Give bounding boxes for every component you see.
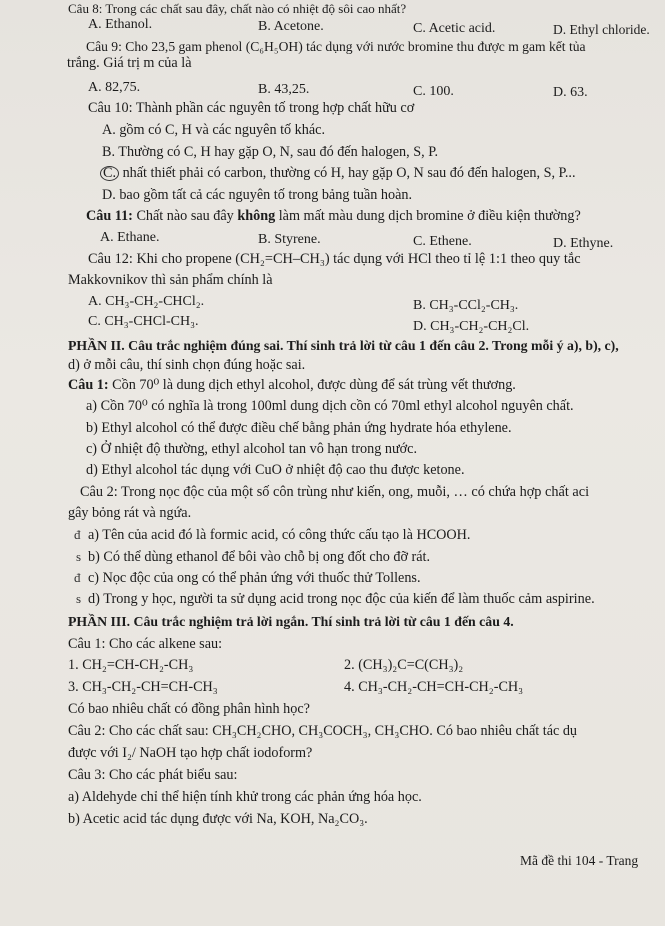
q12-line1: Câu 12: Khi cho propene (CH₂=CH–CH₃) tác dụng với HCl theo tỉ lệ 1:1 theo quy tắc (88, 251, 581, 267)
handwritten-mark-a: đ (74, 527, 81, 542)
q8-option-a: A. Ethanol. (88, 17, 153, 32)
q8-option-c: C. Acetic acid. (413, 21, 496, 36)
part2-q1-statement-c: c) Ở nhiệt độ thường, ethyl alcohol tan vô hạn trong nước. (86, 441, 418, 457)
q10-option-d: D. bao gồm tất cả các nguyên tố trong bảng tuần hoàn. (102, 187, 413, 203)
q11-option-c: C. Ethene. (413, 234, 472, 249)
q11-bold: không (237, 208, 276, 224)
q9-option-c: C. 100. (413, 84, 454, 99)
q8-option-b: B. Acetone. (258, 19, 324, 34)
part2-q2-statement-a: a) Tên của acid đó là formic acid, có công thức cấu tạo là HCOOH. (88, 527, 471, 543)
part2-q2-statement-c: c) Nọc độc của ong có thể phản ứng với thuốc thử Tollens. (88, 570, 421, 586)
part2-q2-line2: gây bỏng rát và ngứa. (68, 505, 192, 521)
part3-q1-item-4: 4. CH₃-CH₂-CH=CH-CH₂-CH₃ (344, 679, 524, 695)
q12-option-a: A. CH₃-CH₂-CHCl₂. (88, 294, 205, 309)
part3-q1-item-3: 3. CH₃-CH₂-CH=CH-CH₃ (68, 679, 218, 695)
q9-line2: trắng. Giá trị m của là (67, 55, 192, 71)
q9-option-d: D. 63. (553, 85, 588, 100)
q11-option-b: B. Styrene. (258, 232, 321, 247)
part2-q1-statement-d: d) Ethyl alcohol tác dụng với CuO ở nhiệt độ cao thu được ketone. (86, 462, 465, 478)
part3-q1-item-1: 1. CH₂=CH-CH₂-CH₃ (68, 657, 194, 673)
handwritten-mark-b: s (76, 549, 82, 564)
part2-q1-label: Câu 1: (68, 377, 109, 393)
q11-stem (86, 208, 581, 225)
q10-stem: Câu 10: Thành phần các nguyên tố trong hợp chất hữu cơ (88, 100, 415, 116)
part3-q3-statement-b: b) Acetic acid tác dụng được với Na, KOH, Na₂CO₃. (68, 811, 368, 827)
q12-option-c: C. CH₃-CHCl-CH₃. (88, 314, 199, 329)
q10-option-a: A. gồm có C, H và các nguyên tố khác. (102, 122, 325, 138)
part2-q2-statement-b: b) Có thể dùng ethanol để bôi vào chỗ bị ong đốt cho đỡ rát. (88, 549, 431, 565)
q11-label: Câu 11: (86, 208, 133, 224)
part2-q1-statement-b: b) Ethyl alcohol có thể được điều chế bằng phản ứng hydrate hóa ethylene. (86, 420, 512, 436)
q8-stem: Câu 8: Trong các chất sau đây, chất nào có nhiệt độ sôi cao nhất? (68, 1, 407, 16)
part3-q2-line1: Câu 2: Cho các chất sau: CH₃CH₂CHO, CH₃COCH₃, CH₃CHO. Có bao nhiêu chất tác dụ (68, 723, 578, 739)
q9-option-a: A. 82,75. (88, 80, 141, 95)
q10-option-b: B. Thường có C, H hay gặp O, N, sau đó đến halogen, S, P. (102, 144, 439, 160)
handwritten-mark-d: s (76, 591, 82, 606)
handwritten-mark-c: đ (74, 570, 81, 585)
q11-option-d: D. Ethyne. (553, 236, 614, 251)
q8-option-d: D. Ethyl chloride. (553, 22, 650, 37)
q12-option-b: B. CH₃-CCl₂-CH₃. (413, 298, 519, 313)
part3-q1-item-2: 2. (CH₃)₂C=C(CH₃)₂ (344, 657, 464, 673)
q11-post: làm mất màu dung dịch bromine ở điều kiện thường? (275, 208, 581, 224)
part3-q3-stem: Câu 3: Cho các phát biểu sau: (68, 767, 238, 783)
q10-option-c-letter: C. (100, 166, 119, 181)
part3-q1-question: Có bao nhiêu chất có đồng phân hình học? (68, 701, 310, 717)
part3-q3-statement-a: a) Aldehyde chỉ thể hiện tính khử trong các phản ứng hóa học. (68, 789, 422, 805)
q9-line1: Câu 9: Cho 23,5 gam phenol (C₆H₅OH) tác dụng với nước bromine thu được m gam kết tủa (86, 39, 586, 54)
part2-q1-stem (68, 377, 516, 394)
part2-q2-line1: Câu 2: Trong nọc độc của một số côn trùng như kiến, ong, muỗi, … có chứa hợp chất aci (80, 484, 590, 500)
q10-option-c (100, 165, 576, 182)
part2-header-line1: PHẦN II. Câu trắc nghiệm đúng sai. Thí sinh trả lời từ câu 1 đến câu 2. Trong mỗi ý a), b), c), (68, 338, 619, 353)
q10-option-c-text: nhất thiết phải có carbon, thường có H, hay gặp O, N sau đó đến halogen, S, P... (122, 165, 576, 181)
q12-line2: Makkovnikov thì sản phẩm chính là (68, 272, 273, 288)
q11-option-a: A. Ethane. (100, 230, 160, 245)
part2-q1-statement-a: a) Cồn 70⁰ có nghĩa là trong 100ml dung dịch cồn có 70ml ethyl alcohol nguyên chất. (86, 398, 574, 414)
part2-q2-statement-d: d) Trong y học, người ta sử dụng acid trong nọc độc của kiến để làm thuốc cảm aspirine. (88, 591, 595, 607)
part3-header: PHẦN III. Câu trắc nghiệm trả lời ngắn. Thí sinh trả lời từ câu 1 đến câu 4. (68, 614, 514, 629)
part3-q2-line2: được với I₂/ NaOH tạo hợp chất iodoform? (68, 745, 313, 761)
part3-q1-stem: Câu 1: Cho các alkene sau: (68, 636, 223, 652)
part2-q1-stem-text: Cồn 70⁰ là dung dịch ethyl alcohol, được dùng để sát trùng vết thương. (108, 377, 516, 393)
q12-option-d: D. CH₃-CH₂-CH₂Cl. (413, 319, 530, 334)
q11-pre: Chất nào sau đây (132, 208, 238, 224)
q9-option-b: B. 43,25. (258, 82, 310, 97)
page-footer: Mã đề thi 104 - Trang (520, 853, 639, 868)
part2-header-line2: d) ở mỗi câu, thí sinh chọn đúng hoặc sai. (68, 357, 306, 373)
